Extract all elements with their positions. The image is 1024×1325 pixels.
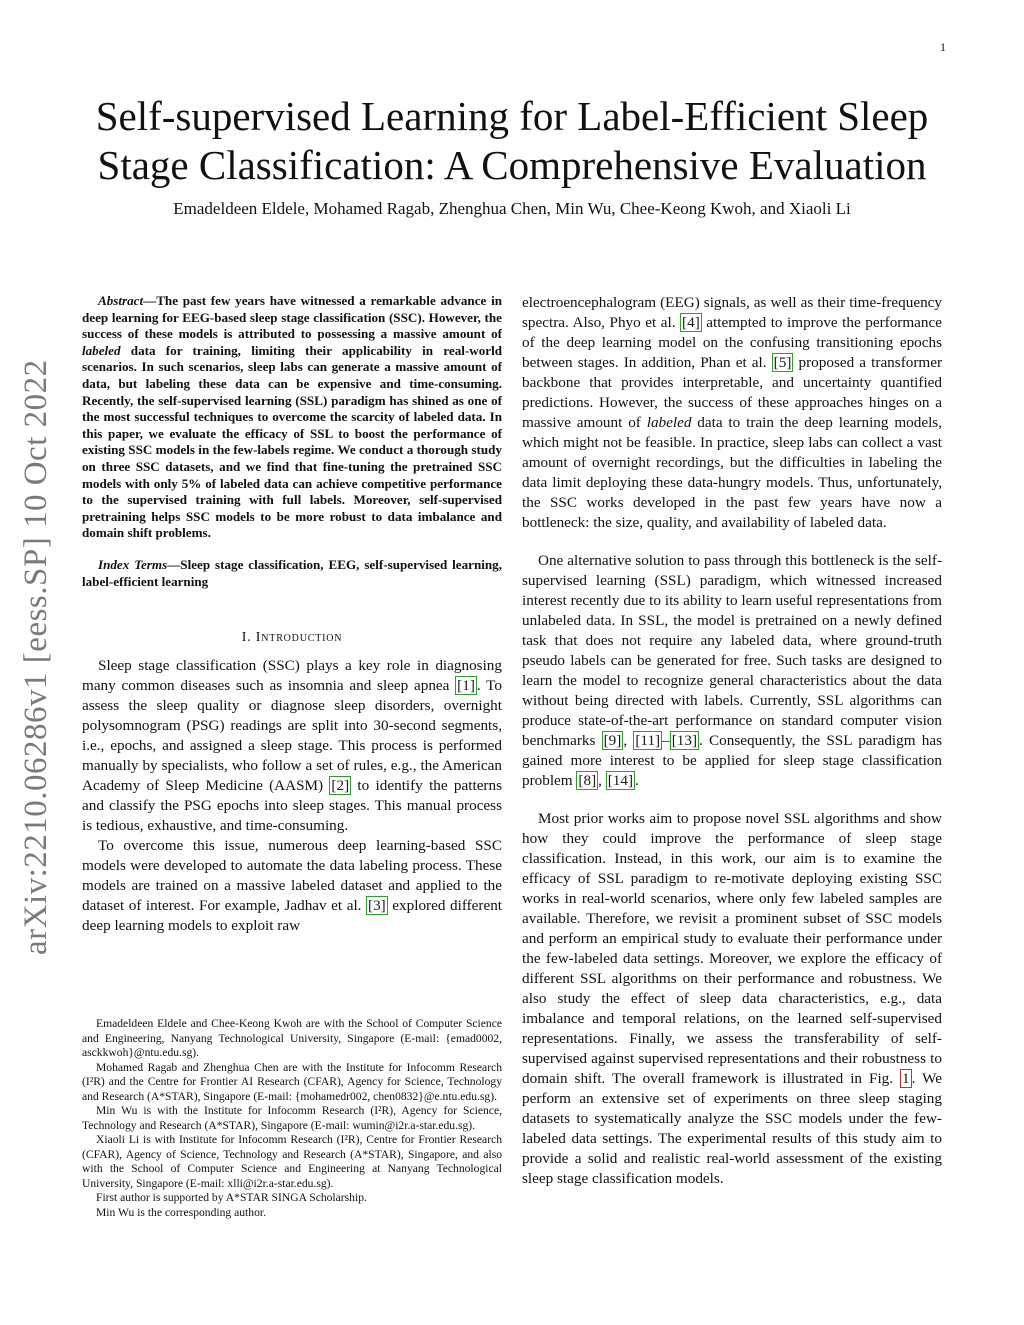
citation-link[interactable]: [4] bbox=[682, 314, 700, 331]
right-paragraph-3 bbox=[522, 809, 942, 1189]
intro-p1-text-a: Sleep stage classification (SSC) plays a key role in diagnosing many common diseases such as insomnia and sleep apnea bbox=[82, 657, 502, 695]
arxiv-identifier-stamp: arXiv:2210.06286v1 [eess.SP] 10 Oct 2022 bbox=[18, 359, 54, 955]
footnote-affiliation-1: Emadeldeen Eldele and Chee-Keong Kwoh are with the School of Computer Science and Engineering, Nanyang Technological University, Singapore (E-mail: {emad0002, asckkwoh}@ntu.edu.sg). bbox=[82, 1017, 502, 1059]
abstract-label: Abstract bbox=[98, 293, 144, 308]
citation-link[interactable]: [1] bbox=[457, 677, 475, 695]
citation-link[interactable]: [9] bbox=[603, 732, 622, 749]
section-heading-introduction bbox=[82, 630, 502, 646]
right-p2-separator: , bbox=[623, 732, 634, 749]
right-p1-text-b: attempted to improve the performance of the deep learning model on the confusing transitioning epochs between stages. In addition, Phan et al. bbox=[522, 314, 942, 371]
abstract-text-part1: —The past few years have witnessed a remarkable advance in deep learning for EEG-based sleep stage classification (SSC). However, the success of these models is attributed to possessing a massive amount of bbox=[82, 293, 502, 342]
citation-link[interactable]: [3] bbox=[368, 897, 386, 915]
right-p3-text-a: Most prior works aim to propose novel SSL algorithms and show how they could improve the performance of sleep stage classification. Instead, in this work, our aim is to examine the efficacy of SSL paradigm to re-motivate deploying existing SSC works in real-world scenarios, where only few labeled samples are available. Therefore, we revisit a prominent subset of SSC models and perform an empirical study to evaluate their performance under the few-labeled data settings. Moreover, we explore the efficacy of different SSL algorithms on their performance and robustness. We also study the effect of sleep data characteristics, e.g., data imbalance and temporal relations, on the learned self-supervised representations. Finally, we assess the transferability of self-supervised against supervised representations and their robustness to domain shift. The overall framework is illustrated in Fig. bbox=[522, 810, 942, 1087]
citation-link[interactable]: [13] bbox=[671, 732, 698, 749]
footnote-funding: First author is supported by A*STAR SINGA Scholarship. bbox=[96, 1191, 367, 1204]
right-p1-text-c: proposed a transformer backbone that provides interpretable, and uncertainty quantified predictions. However, the success of these approaches hinges on a massive amount of bbox=[522, 354, 943, 431]
abstract bbox=[82, 293, 502, 542]
abstract-text-part2: data for training, limiting their applicability in real-world scenarios. In such scenarios, sleep labs can generate a massive amount of data, but labeling these data can be expensive and time-consuming. Recently, the self-supervised learning (SSL) paradigm has shined as one of the most successful techniques to overcome the scarcity of labeled data. In this paper, we evaluate the efficacy of SSL to boost the performance of existing SSC models in the few-labels regime. We conduct a thorough study on three SSC datasets, and we find that fine-tuning the pretrained SSC models with only 5% of labeled data can achieve competitive performance to the supervised training with full labels. Moreover, self-supervised pretraining helps SSC models to be more robust to data imbalance and domain shift problems. bbox=[82, 342, 502, 541]
right-p2-range-dash: – bbox=[662, 732, 670, 749]
right-p2-text-a: One alternative solution to pass through this bottleneck is the self-supervised learning (SSL) paradigm, which witnessed increased interest recently due to its ability to learn useful representations from unlabeled data. In SSL, the model is pretrained on a newly defined task that does not require any labeled data, where ground-truth pseudo labels can be generated for free. Such tasks are designed to learn the model to recognize general characteristics about the data without being directed with labels. Currently, SSL algorithms can produce state-of-the-art performance on standard computer vision benchmarks bbox=[522, 552, 942, 749]
footnote-affiliation-4: Xiaoli Li is with Institute for Infocomm Research (I²R), Centre for Frontier Research (CFAR), Agency of Science, Technology and Research (A*STAR), Singapore, and also with the School of Computer Science and Engineering at Nanyang Technological University, Singapore (E-mail: xlli@i2r.a-star.edu.sg). bbox=[82, 1133, 502, 1190]
right-p2-text-d: . Consequently, the SSL paradigm has gained more interest to be applied for sleep stage classification problem bbox=[522, 732, 943, 789]
author-list: Emadeldeen Eldele, Mohamed Ragab, Zhenghua Chen, Min Wu, Chee-Keong Kwoh, and Xiaoli Li bbox=[173, 199, 851, 218]
intro-paragraph-1 bbox=[82, 656, 502, 836]
citation-link[interactable]: [2] bbox=[331, 777, 350, 795]
section-title: Introduction bbox=[255, 630, 343, 646]
intro-p2-text-b: explored different deep learning models to exploit raw bbox=[82, 897, 503, 935]
citation-link[interactable]: [8] bbox=[578, 772, 597, 789]
right-p2-separator-2: , bbox=[598, 772, 606, 789]
page-number: 1 bbox=[940, 40, 946, 54]
right-p1-text-a: electroencephalogram (EEG) signals, as well as their time-frequency spectra. Also, Phyo et al. bbox=[522, 294, 942, 331]
footnotes bbox=[82, 1017, 502, 1220]
intro-p1-text-b: . To assess the sleep quality or diagnose sleep disorders, overnight polysomnogram (PSG) readings are split into 30-second segments, i.e., epochs, and assigned a sleep stage. This process is performed manually by specialists, who follow a set of rules, e.g., the American Academy of Sleep Medicine (AASM) bbox=[82, 677, 502, 795]
index-terms-text: —Sleep stage classification, EEG, self-supervised learning, label-efficient learning bbox=[82, 556, 502, 589]
footnote-affiliation-2: Mohamed Ragab and Zhenghua Chen are with the Institute for Infocomm Research (I²R) and the Centre for Frontier AI Research (CFAR), Agency for Science, Technology and Research (A*STAR), Singapore (E-mail: {mohamedr002, chen0832}@e.ntu.edu.sg). bbox=[82, 1060, 502, 1103]
footnote-affiliation-3: Min Wu is with the Institute for Infocomm Research (I²R), Agency for Science, Technology and Research (A*STAR), Singapore (E-mail: wumin@i2r.a-star.edu.sg). bbox=[82, 1104, 502, 1132]
right-p3-text-b: . We perform an extensive set of experiments on three sleep staging datasets to systematically analyze the SSC models under the few-labeled data settings. The experimental results of this study aim to provide a solid and realistic real-world assessment of the existing sleep stage classification models. bbox=[522, 1070, 943, 1187]
figure-link[interactable]: 1 bbox=[902, 1070, 910, 1087]
right-p2-end: . bbox=[635, 772, 639, 789]
footnote-corresponding-author: Min Wu is the corresponding author. bbox=[96, 1205, 266, 1219]
right-paragraph-1 bbox=[522, 293, 942, 533]
intro-paragraph-2 bbox=[82, 836, 502, 936]
citation-link[interactable]: [14] bbox=[607, 772, 634, 789]
section-number: I. bbox=[241, 630, 252, 646]
intro-p2-text-a: To overcome this issue, numerous deep learning-based SSC models were developed to automate the data labeling process. These models are trained on a massive labeled dataset and applied to the dataset of interest. For example, Jadhav et al. bbox=[82, 837, 502, 915]
right-p1-emphasis: labeled bbox=[646, 414, 692, 431]
index-terms bbox=[82, 557, 502, 590]
intro-p1-text-c: to identify the patterns and classify the PSG epochs into sleep stages. This manual process is tedious, exhaustive, and time-consuming. bbox=[82, 777, 502, 835]
left-column bbox=[82, 293, 502, 936]
citation-link[interactable]: [5] bbox=[773, 354, 792, 371]
right-paragraph-2 bbox=[522, 551, 942, 791]
paper-title: Self-supervised Learning for Label-Efficient Sleep Stage Classification: A Comprehensive Evaluation bbox=[95, 93, 929, 188]
abstract-emphasis: labeled bbox=[82, 342, 121, 358]
index-terms-label: Index Terms bbox=[98, 556, 168, 572]
right-column bbox=[522, 293, 942, 1189]
right-p1-text-d: data to train the deep learning models, which might not be feasible. In practice, sleep labs can collect a vast amount of overnight recordings, but the difficulties in labeling the data limit deploying these data-hungry models. Thus, unfortunately, the SSC works developed in the past few years have now a bottleneck: the size, quality, and availability of labeled data. bbox=[522, 414, 943, 531]
citation-link[interactable]: [11] bbox=[635, 732, 661, 749]
